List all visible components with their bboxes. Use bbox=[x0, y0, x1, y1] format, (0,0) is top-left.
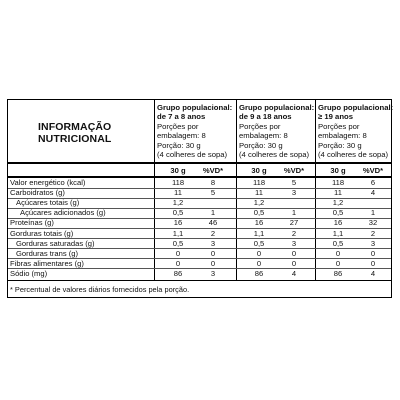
vd-value: 3 bbox=[210, 268, 216, 278]
vd-value: 5 bbox=[210, 188, 216, 198]
portion-value: 118 bbox=[252, 178, 266, 187]
portion-value: 118 bbox=[331, 178, 345, 187]
group-age: ≥ 19 anos bbox=[318, 112, 353, 122]
col-header-vd-1: %VD* bbox=[202, 166, 224, 175]
portion-value: 0 bbox=[175, 258, 181, 268]
vd-value: 2 bbox=[291, 228, 297, 238]
servings-label: Porções por bbox=[239, 121, 281, 131]
portion-size: Porção: 30 g bbox=[318, 140, 362, 150]
vd-value: 46 bbox=[208, 218, 218, 228]
portion-value: 1,2 bbox=[172, 198, 184, 208]
vd-value: 3 bbox=[291, 188, 297, 198]
portion-value: 16 bbox=[254, 218, 264, 228]
header-divider bbox=[8, 162, 391, 164]
portion-value: 86 bbox=[173, 268, 183, 278]
portion-value: 0,5 bbox=[172, 208, 184, 218]
portion-value: 1,2 bbox=[332, 198, 344, 208]
group-age: de 9 a 18 anos bbox=[239, 112, 292, 122]
vd-value: 0 bbox=[210, 248, 216, 258]
table-row bbox=[8, 218, 391, 227]
portion-measure: (4 colheres de sopa) bbox=[318, 150, 389, 160]
table-row bbox=[8, 178, 391, 187]
table-row bbox=[8, 259, 391, 268]
col-header-portion-2: 30 g bbox=[251, 166, 267, 175]
portion-measure: (4 colheres de sopa) bbox=[157, 150, 228, 160]
vd-value: 5 bbox=[291, 178, 297, 187]
portion-value: 0 bbox=[335, 248, 341, 258]
vd-value: 2 bbox=[210, 228, 216, 238]
portion-value: 0 bbox=[256, 258, 262, 268]
portion-value: 0 bbox=[256, 248, 262, 258]
nutrient-name: Fibras alimentares (g) bbox=[10, 258, 84, 268]
portion-value: 86 bbox=[254, 268, 264, 278]
group-header-7-8 bbox=[157, 103, 235, 159]
portion-size: Porção: 30 g bbox=[239, 140, 283, 150]
portion-value: 11 bbox=[174, 188, 182, 198]
portion-value: 0,5 bbox=[253, 208, 265, 218]
table-row bbox=[8, 208, 391, 217]
table-row bbox=[8, 239, 391, 248]
nutrient-name: Gorduras totais (g) bbox=[10, 228, 74, 238]
group-title: Grupo populacional: bbox=[318, 103, 394, 112]
nutrient-name: Açúcares totais (g) bbox=[16, 198, 80, 208]
servings-label: Porções por bbox=[157, 121, 199, 131]
servings-value: embalagem: 8 bbox=[239, 131, 288, 141]
servings-value: embalagem: 8 bbox=[157, 131, 206, 141]
vd-value: 4 bbox=[291, 268, 297, 278]
title-line-1: INFORMAÇÃO bbox=[38, 121, 112, 133]
table-row bbox=[8, 269, 391, 278]
vd-value: 6 bbox=[370, 178, 376, 187]
nutrient-name: Açúcares adicionados (g) bbox=[20, 208, 106, 218]
vd-value: 1 bbox=[291, 208, 297, 218]
col-header-portion-3: 30 g bbox=[330, 166, 346, 175]
vd-value: 32 bbox=[368, 218, 378, 228]
portion-value: 16 bbox=[333, 218, 343, 228]
portion-value: 1,1 bbox=[172, 228, 184, 238]
servings-value: embalagem: 8 bbox=[318, 131, 367, 141]
table-row bbox=[8, 188, 391, 197]
nutrition-title bbox=[38, 121, 143, 145]
vd-value: 0 bbox=[370, 258, 376, 268]
vd-value: 8 bbox=[210, 178, 216, 187]
vd-value: 3 bbox=[370, 238, 376, 248]
portion-value: 1,2 bbox=[253, 198, 265, 208]
col-header-portion-1: 30 g bbox=[170, 166, 186, 175]
portion-value: 0,5 bbox=[172, 238, 184, 248]
table-row bbox=[8, 229, 391, 238]
servings-label: Porções por bbox=[318, 121, 360, 131]
portion-value: 118 bbox=[171, 178, 185, 187]
vd-value: 0 bbox=[210, 258, 216, 268]
group-title: Grupo populacional: bbox=[157, 103, 233, 112]
col-header-vd-3: %VD* bbox=[362, 166, 384, 175]
portion-value: 86 bbox=[333, 268, 343, 278]
portion-value: 0 bbox=[175, 248, 181, 258]
table-row bbox=[8, 249, 391, 258]
vd-value: 3 bbox=[291, 238, 297, 248]
title-line-2: NUTRICIONAL bbox=[38, 133, 112, 145]
vd-value: 4 bbox=[370, 188, 376, 198]
vd-value: 1 bbox=[370, 208, 376, 218]
portion-value: 0,5 bbox=[253, 238, 265, 248]
vd-value: 2 bbox=[370, 228, 376, 238]
vd-value: 0 bbox=[291, 248, 297, 258]
portion-value: 1,1 bbox=[332, 228, 344, 238]
table-row bbox=[8, 198, 391, 207]
group-age: de 7 a 8 anos bbox=[157, 112, 206, 122]
portion-value: 11 bbox=[255, 188, 263, 198]
nutrient-name: Carboidratos (g) bbox=[10, 188, 65, 198]
portion-value: 11 bbox=[334, 188, 342, 198]
nutrient-name: Proteínas (g) bbox=[10, 218, 54, 228]
portion-value: 1,1 bbox=[253, 228, 265, 238]
nutrient-name: Valor energético (kcal) bbox=[10, 178, 86, 187]
portion-measure: (4 colheres de sopa) bbox=[239, 150, 310, 160]
nutrient-name: Gorduras saturadas (g) bbox=[16, 238, 95, 248]
portion-value: 16 bbox=[173, 218, 183, 228]
vd-value: 1 bbox=[210, 208, 216, 218]
nutrient-name: Sódio (mg) bbox=[10, 268, 48, 278]
portion-value: 0 bbox=[335, 258, 341, 268]
portion-value: 0,5 bbox=[332, 208, 344, 218]
nutrition-facts-panel bbox=[7, 99, 392, 298]
vd-value: 0 bbox=[291, 258, 297, 268]
vd-value: 27 bbox=[289, 218, 299, 228]
table-bottom-rule bbox=[8, 280, 391, 281]
footnote: * Percentual de valores diários fornecidos pela porção. bbox=[10, 285, 190, 294]
group-header-19-plus bbox=[318, 103, 396, 159]
vd-value: 4 bbox=[370, 268, 376, 278]
portion-size: Porção: 30 g bbox=[157, 140, 201, 150]
vd-value: 3 bbox=[210, 238, 216, 248]
col-header-vd-2: %VD* bbox=[283, 166, 305, 175]
nutrient-name: Gorduras trans (g) bbox=[16, 248, 79, 258]
portion-value: 0,5 bbox=[332, 238, 344, 248]
group-header-9-18 bbox=[239, 103, 317, 159]
group-title: Grupo populacional: bbox=[239, 103, 315, 112]
vd-value: 0 bbox=[370, 248, 376, 258]
